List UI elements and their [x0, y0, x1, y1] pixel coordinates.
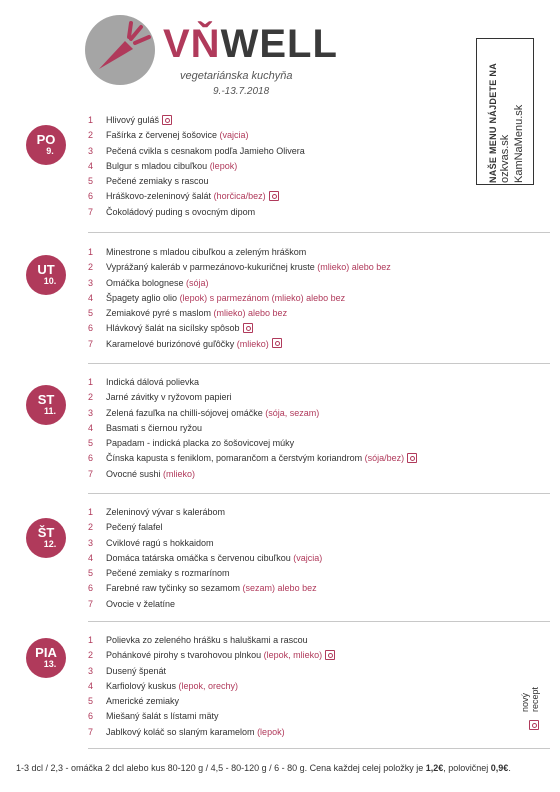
item-number: 3 — [88, 277, 94, 288]
allergen: (sezam) alebo bez — [242, 583, 317, 594]
item-text: Cviklové ragú s hokkaidom — [106, 537, 214, 548]
item-text: Pohánkové pirohy s tvarohovou plnkou — [106, 650, 264, 661]
item-number: 5 — [88, 438, 94, 449]
item-text: Dusený špenát — [106, 665, 167, 676]
list-item — [88, 597, 322, 612]
item-number: 6 — [88, 323, 94, 334]
price-full: 1,2€ — [425, 763, 444, 773]
item-number: 4 — [88, 680, 94, 691]
day-date: 12. — [43, 539, 57, 549]
item-number: 6 — [88, 191, 94, 202]
footer-text: 1-3 dcl / 2,3 - omáčka 2 dcl alebo kus 80-120 g / 4,5 - 80-120 g / 6 - 80 g. Cena každej celej položky je — [16, 763, 426, 773]
site-ozkvas[interactable]: ozkvas.sk — [499, 134, 511, 183]
list-item — [88, 467, 417, 482]
item-text: Pečené zemiaky s rascou — [106, 176, 209, 187]
item-number: 5 — [88, 176, 94, 187]
list-item — [88, 390, 417, 405]
allergen: (sója, sezam) — [265, 407, 320, 418]
item-number: 1 — [88, 507, 94, 517]
item-text: Papadam - indická placka zo šošovicovej múky — [106, 438, 295, 449]
list-item — [88, 648, 335, 663]
brand-gray: WELL — [220, 22, 338, 66]
item-text: Pečená cvikla s cesnakom podľa Jamieho Olivera — [106, 145, 305, 156]
allergen: (mlieko) — [163, 468, 196, 479]
allergen: (mlieko) — [236, 338, 269, 349]
list-item — [88, 566, 322, 581]
list-item — [88, 245, 391, 260]
day-date: 9. — [46, 146, 54, 156]
day-code: ŠT — [37, 525, 55, 540]
recipe-icon[interactable] — [243, 323, 253, 333]
item-number: 5 — [88, 308, 94, 319]
list-item — [88, 694, 335, 709]
allergen: (lepok) — [257, 726, 285, 737]
list-item — [88, 375, 417, 390]
divider — [88, 621, 550, 622]
list-item — [88, 291, 391, 306]
item-number: 4 — [88, 552, 94, 563]
item-number: 5 — [88, 568, 94, 579]
list-item — [88, 406, 417, 421]
list-item — [88, 128, 305, 143]
allergen: (lepok, mlieko) — [263, 650, 323, 661]
list-item — [88, 505, 322, 520]
subtitle: vegetariánska kuchyňa — [180, 70, 293, 82]
list-item — [88, 436, 417, 451]
item-number: 6 — [88, 583, 94, 594]
list-item — [88, 159, 305, 174]
divider — [88, 232, 550, 233]
list-item — [88, 174, 305, 189]
item-text: Indická dálová polievka — [106, 377, 200, 387]
list-item — [88, 551, 322, 566]
menu-list-ut — [88, 245, 391, 352]
allergen: (horčica/bez) — [213, 191, 266, 202]
menu-list-po — [88, 113, 305, 220]
list-item — [88, 679, 335, 694]
day-badge-st — [26, 385, 66, 425]
list-item — [88, 633, 335, 648]
allergen: (vajcia) — [293, 552, 323, 563]
day-code: PO — [36, 132, 56, 147]
list-item — [88, 581, 322, 596]
day-code: PIA — [35, 645, 57, 660]
item-text: Zemiakové pyré s maslom — [106, 308, 214, 319]
item-text: Čínska kapusta s feniklom, pomarančom a čerstvým koriandrom — [106, 453, 365, 464]
item-text: Omáčka bolognese — [106, 277, 187, 288]
list-item — [88, 189, 305, 204]
footer-mid: , polovičnej — [443, 763, 491, 773]
item-text: Ovocné sushi — [106, 468, 164, 479]
item-number: 1 — [88, 247, 94, 257]
carrot-logo-icon — [85, 15, 155, 85]
item-number: 2 — [88, 650, 94, 661]
item-text: Jablkový koláč so slaným karamelom — [106, 726, 258, 737]
divider — [88, 748, 550, 749]
item-number: 3 — [88, 537, 94, 548]
list-item — [88, 709, 335, 724]
list-item — [88, 321, 391, 336]
day-date: 10. — [43, 276, 57, 286]
list-item — [88, 421, 417, 436]
item-text: Hlávkový šalát na sicílsky spôsob — [106, 323, 240, 334]
item-number: 6 — [88, 453, 94, 464]
item-text: Basmati s čiernou ryžou — [106, 422, 203, 433]
item-text: Vyprážaný kaleráb v parmezánovo-kukuričnej kruste — [106, 262, 318, 273]
item-number: 3 — [88, 407, 94, 418]
item-text: Pečené zemiaky s rozmarínom — [106, 568, 230, 579]
menu-list-pia — [88, 633, 335, 740]
allergen: (mlieko) alebo bez — [317, 262, 391, 273]
list-item — [88, 520, 322, 535]
item-text: Farebné raw tyčinky so sezamom — [106, 583, 243, 594]
item-number: 7 — [88, 206, 94, 217]
find-us-title: NAŠE MENU NÁJDETE NA — [488, 62, 498, 183]
day-code: UT — [37, 262, 55, 277]
list-item — [88, 205, 305, 220]
menu-list-st — [88, 375, 417, 482]
item-text: Minestrone s mladou cibuľkou a zeleným hráškom — [106, 247, 307, 257]
list-item — [88, 725, 335, 740]
allergen: (sója/bez) — [364, 453, 405, 464]
day-badge-po — [26, 125, 66, 165]
item-text: Polievka zo zeleného hrášku s haluškami a rascou — [106, 635, 308, 645]
allergen: (lepok, orechy) — [178, 680, 239, 691]
recipe-icon[interactable] — [407, 453, 417, 463]
recipe-icon[interactable] — [325, 650, 335, 660]
item-number: 7 — [88, 598, 94, 609]
item-text: Hlivový guláš — [106, 115, 160, 125]
footer-note — [16, 763, 546, 773]
allergen: (lepok) — [209, 160, 238, 171]
list-item — [88, 306, 391, 321]
brand-logo — [163, 22, 338, 67]
item-number: 1 — [88, 635, 94, 645]
site-kamnamenu[interactable]: KamNaMenu.sk — [513, 104, 525, 183]
item-number: 1 — [88, 115, 94, 125]
item-text: Bulgur s mladou cibuľkou — [106, 160, 210, 171]
divider — [88, 363, 550, 364]
allergen: (mlieko) alebo bez — [213, 308, 288, 319]
item-number: 7 — [88, 338, 94, 349]
item-text: Jarné závitky v ryžovom papieri — [106, 392, 232, 403]
brand-pink: VŇ — [163, 22, 221, 66]
allergen: (lepok) s parmezánom (mlieko) alebo bez — [179, 292, 346, 303]
item-number: 7 — [88, 468, 94, 479]
day-date: 11. — [43, 406, 56, 416]
find-us-box — [476, 38, 534, 185]
list-item — [88, 664, 335, 679]
new-recipe-icon — [529, 720, 539, 730]
item-text: Zeleninový vývar s kalerábom — [106, 507, 226, 517]
new-recipe-label: nový recept — [520, 686, 540, 712]
item-number: 2 — [88, 130, 94, 141]
recipe-icon[interactable] — [269, 191, 279, 201]
list-item — [88, 337, 391, 352]
list-item — [88, 451, 417, 466]
item-number: 2 — [88, 392, 94, 403]
footer-end: . — [508, 763, 511, 773]
item-text: Fašírka z červenej šošovice — [106, 130, 220, 141]
item-text: Ovocie v želatíne — [106, 598, 176, 609]
day-badge-pia — [26, 638, 66, 678]
item-text: Pečený falafel — [106, 522, 163, 533]
allergen: (vajcia) — [219, 130, 249, 141]
item-text: Čokoládový puding s ovocným dipom — [106, 206, 256, 217]
item-number: 2 — [88, 262, 94, 273]
item-number: 5 — [88, 696, 94, 707]
day-date: 13. — [43, 659, 57, 669]
list-item — [88, 260, 391, 275]
item-number: 1 — [88, 377, 94, 387]
item-text: Zelená fazuľka na chilli-sójovej omáčke — [106, 407, 266, 418]
date-range: 9.-13.7.2018 — [213, 86, 270, 97]
list-item — [88, 276, 391, 291]
item-text: Americké zemiaky — [106, 696, 180, 707]
item-text: Karfiolový kuskus — [106, 680, 179, 691]
price-half: 0,9€ — [490, 763, 509, 773]
item-number: 4 — [88, 160, 94, 171]
item-text: Domáca tatárska omáčka s červenou cibuľkou — [106, 552, 294, 563]
item-text: Špagety aglio olio — [106, 292, 180, 303]
recipe-icon[interactable] — [162, 115, 172, 125]
recipe-icon[interactable] — [272, 338, 282, 348]
menu-list-stv — [88, 505, 322, 612]
item-text: Miešaný šalát s lístami mäty — [106, 711, 219, 722]
item-number: 3 — [88, 665, 94, 676]
list-item — [88, 113, 305, 128]
list-item — [88, 536, 322, 551]
item-number: 4 — [88, 422, 94, 433]
day-code: ST — [37, 392, 55, 407]
item-number: 3 — [88, 145, 94, 156]
day-badge-ut — [26, 255, 66, 295]
item-text: Hráškovo-zeleninový šalát — [106, 191, 214, 202]
list-item — [88, 144, 305, 159]
item-number: 7 — [88, 726, 94, 737]
item-text: Karamelové burizónové guľôčky — [106, 338, 237, 349]
item-number: 6 — [88, 711, 94, 722]
divider — [88, 493, 550, 494]
allergen: (sója) — [186, 277, 209, 288]
item-number: 2 — [88, 522, 94, 533]
day-badge-st2 — [26, 518, 66, 558]
item-number: 4 — [88, 292, 94, 303]
